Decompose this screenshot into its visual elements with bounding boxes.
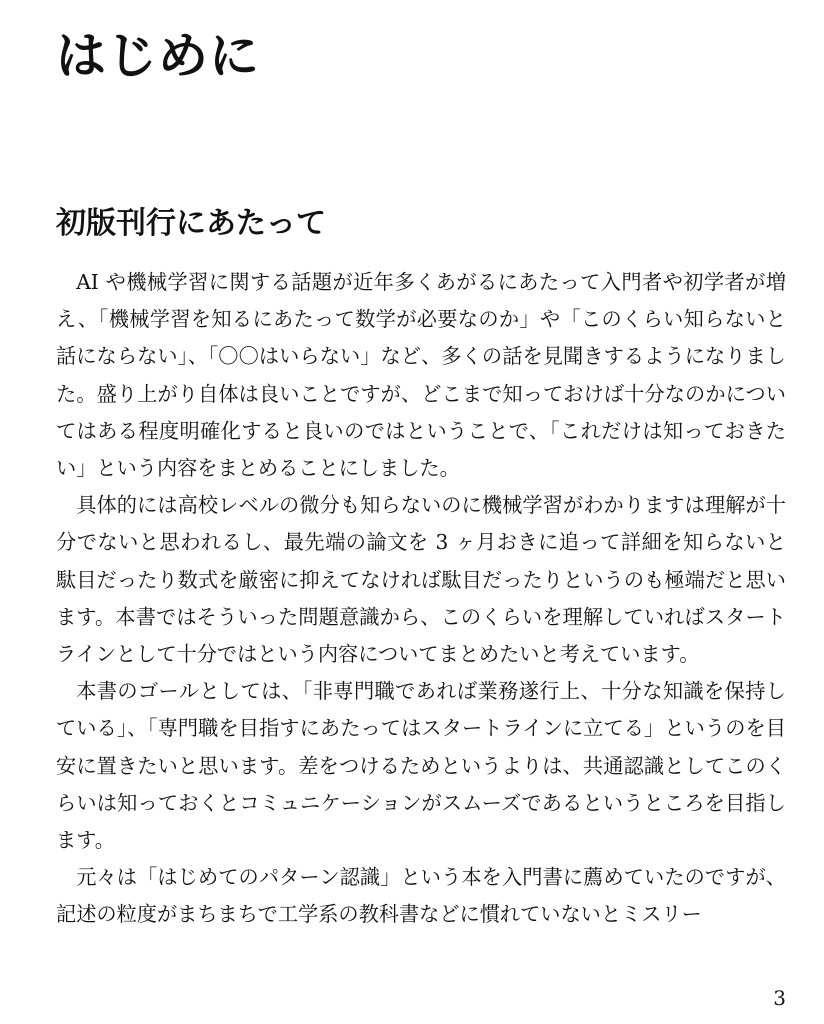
paragraph: 具体的には高校レベルの微分も知らないのに機械学習がわかりますは理解が十分でないと思われるし、最先端の論文を 3 ヶ月おきに追って詳細を知らないと駄目だったり数式を厳密に抑えてなければ駄目だったりというのも極端だと思います。本書ではそういった問題意識から、このくらいを理解していればスタートラインとして十分ではという内容についてまとめたいと考えています。 [56, 493, 786, 667]
paragraph: AI や機械学習に関する話題が近年多くあがるにあたって入門者や初学者が増え、「機械学習を知るにあたって数学が必要なのか」や「このくらい知らないと話にならない」、「〇〇はいらない」など、多くの話を見聞きするようになりました。盛り上がり自体は良いことですが、どこまで知っておけば十分なのかについてはある程度明確化すると良いのではということで、「これだけは知っておきたい」という内容をまとめることにしました。 [56, 270, 786, 481]
paragraph: 元々は「はじめてのパターン認識」という本を入門書に薦めていたのですが、記述の粒度がまちまちで工学系の教科書などに慣れていないとミスリー [56, 865, 786, 927]
page-number: 3 [773, 986, 786, 1010]
chapter-title: はじめに [56, 27, 260, 85]
body-text [56, 264, 786, 934]
paragraph: 本書のゴールとしては、「非専門職であれば業務遂行上、十分な知識を保持している」、「専門職を目指すにあたってはスタートラインに立てる」というのを目安に置きたいと思います。差をつけるためというよりは、共通認識としてこのくらいは知っておくとコミュニケーションがスムーズであるというところを目指します。 [56, 679, 786, 853]
section-title: 初版刊行にあたって [56, 206, 326, 241]
